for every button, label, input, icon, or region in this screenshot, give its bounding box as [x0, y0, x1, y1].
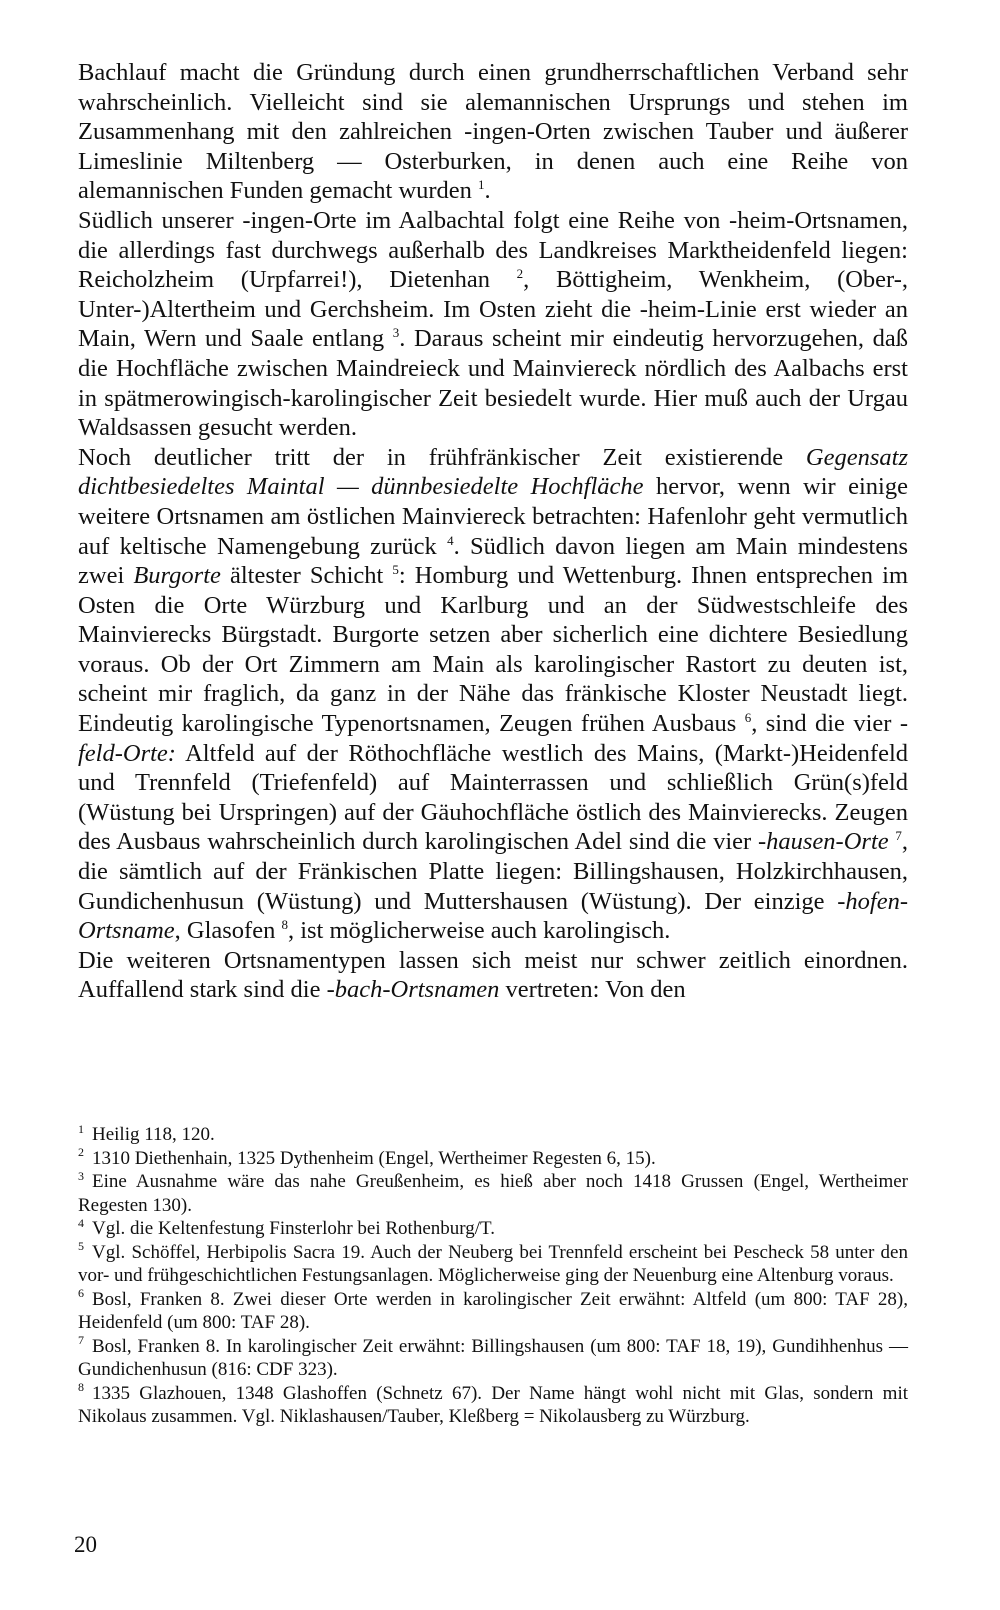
text-run: . — [484, 177, 491, 205]
paragraph-4 — [78, 946, 908, 1005]
footnote-text: Bosl, Franken 8. Zwei dieser Orte werden in karolingischer Zeit erwähnt: Altfeld (um 800: TAF 28), Heidenfeld (um 800: TAF 28). — [78, 1288, 908, 1333]
footnote-marker: 7 — [78, 1333, 84, 1348]
footnote-8 — [78, 1382, 908, 1429]
footnote-ref: 7 — [895, 828, 902, 844]
italic-term: -feld-Orte: — [78, 710, 908, 767]
footnote-marker: 3 — [78, 1168, 84, 1183]
italic-term: Burgorte — [133, 562, 221, 590]
paragraph-3 — [78, 443, 908, 946]
italic-term: Gegensatz dichtbesiedeltes Maintal — dünnbesiedelte Hochfläche — [78, 443, 908, 501]
text-run: Die weiteren Ortsnamentypen lassen sich meist nur schwer zeitlich einordnen. Auffallend stark sind die — [78, 946, 908, 1004]
text-run: . Daraus scheint mir eindeutig hervorzugehen, daß die Hochfläche zwischen Maindreieck und Mainviereck nördlich des Aalbachs erst in spätmerowingisch-karolingischer Zeit besiedelt wurde. Hier muß auch der Urgau Waldsassen gesucht werden. — [78, 325, 908, 442]
footnote-4 — [78, 1217, 908, 1241]
italic-term: -hofen-Ortsname — [78, 887, 908, 945]
footnote-ref: 5 — [392, 561, 399, 577]
footnote-marker: 6 — [78, 1286, 84, 1301]
paragraph-1 — [78, 58, 908, 206]
main-text — [78, 58, 908, 1005]
footnote-ref: 3 — [392, 325, 400, 341]
text-run: ältester Schicht — [220, 562, 393, 590]
footnote-marker: 2 — [78, 1145, 84, 1160]
footnote-text: 1310 Diethenhain, 1325 Dythenheim (Engel, Wertheimer Regesten 6, 15). — [92, 1147, 656, 1169]
footnote-text: Vgl. die Keltenfestung Finsterlohr bei Rothenburg/T. — [92, 1218, 495, 1239]
footnote-ref: 4 — [447, 532, 454, 548]
footnote-marker: 5 — [78, 1239, 84, 1254]
footnote-ref: 6 — [744, 709, 752, 725]
footnote-marker: 1 — [78, 1121, 84, 1136]
footnote-5 — [78, 1241, 908, 1288]
footnote-6 — [78, 1288, 908, 1335]
paragraph-2 — [78, 206, 908, 443]
text-run: Noch deutlicher tritt der in frühfränkischer Zeit existierende — [78, 443, 806, 471]
text-run: Altfeld auf der Röthochfläche westlich des Mains, (Markt-)Heidenfeld und Trennfeld (Triefenfeld) auf Mainterrassen und schließlich Grün(s)feld (Wüstung bei Urspringen) auf der Gäuhochfläche östlich des Mainvierecks. Zeugen des Ausbaus wahrscheinlich durch karolingischen Adel sind die vier — [78, 739, 908, 856]
footnote-text: Eine Ausnahme wäre das nahe Greußenheim, es hieß aber noch 1418 Grussen (Engel, Wertheimer Regesten 130). — [78, 1171, 908, 1216]
footnote-text: 1335 Glazhouen, 1348 Glashoffen (Schnetz 67). Der Name hängt wohl nicht mit Glas, sondern mit Nikolaus zusammen. Vgl. Niklashausen/Tauber, Kleßberg = Nikolausberg zu Würzburg. — [78, 1382, 908, 1427]
footnote-text: Bosl, Franken 8. In karolingischer Zeit erwähnt: Billingshausen (um 800: TAF 18, 19), Gundihhenhus — Gundichenhusun (816: CDF 323). — [78, 1335, 908, 1380]
page-number: 20 — [74, 1532, 97, 1557]
italic-term: -hausen-Orte — [757, 828, 889, 856]
footnote-marker: 4 — [78, 1215, 84, 1230]
footnote-3 — [78, 1170, 908, 1217]
footnote-marker: 8 — [78, 1380, 84, 1395]
footnote-1 — [78, 1123, 908, 1147]
text-run: , Böttigheim, Wenkheim, (Ober-, Unter-)Altertheim und Gerchsheim. Im Osten zieht die -heim-Linie erst wieder an Main, Wern und Saale entlang — [78, 266, 908, 353]
footnote-text: Vgl. Schöffel, Herbipolis Sacra 19. Auch der Neuberg bei Trennfeld erscheint bei Pescheck 58 unter den vor- und frühgeschichtlichen Festungsanlagen. Möglicherweise ging der Neuenburg eine Altenburg voraus. — [78, 1241, 908, 1286]
text-run: Südlich unserer -ingen-Orte im Aalbachtal folgt eine Reihe von -heim-Ortsnamen, die allerdings fast durchwegs außerhalb des Landkreises Marktheidenfeld liegen: Reicholzheim (Urpfarrei!), Dietenhan — [78, 206, 908, 294]
italic-term: -bach-Ortsnamen — [326, 976, 500, 1004]
footnote-ref: 1 — [478, 177, 485, 193]
text-run: , sind die vier — [751, 710, 900, 738]
footnote-ref: 2 — [516, 266, 524, 281]
footnote-7 — [78, 1335, 908, 1382]
text-run: , ist möglicherweise auch karolingisch. — [287, 917, 671, 945]
footnote-ref: 8 — [281, 917, 288, 933]
text-run: , die sämtlich auf der Fränkischen Platte liegen: Billingshausen, Holzkirchhausen, Gundichenhusun (Wüstung) und Muttershausen (Wüstung). Der einzige — [78, 828, 909, 915]
footnote-text: Heilig 118, 120. — [92, 1124, 215, 1145]
footnote-2 — [78, 1147, 908, 1171]
text-run: vertreten: Von den — [499, 976, 686, 1004]
text-run: , Glasofen — [174, 917, 282, 945]
text-run: : Homburg und Wettenburg. Ihnen entsprechen im Osten die Orte Würzburg und Karlburg und an der Südwestschleife des Mainvierecks Bürgstadt. Burgorte setzen aber sicherlich eine dichtere Besiedlung voraus. Ob der Ort Zimmern am Main als karolingischer Rastort zu deuten ist, scheint mir fraglich, da ganz in der Nähe das fränkische Kloster Neustadt liegt. Eindeutig karolingische Typenortsnamen, Zeugen frühen Ausbaus — [78, 562, 908, 738]
text-run: hervor, wenn wir einige weitere Ortsnamen am östlichen Mainviereck betrachten: Hafenlohr geht vermutlich auf keltische Namengebung zurück — [78, 473, 908, 560]
footnotes — [78, 1123, 908, 1429]
text-run: Bachlauf macht die Gründung durch einen grundherrschaftlichen Verband sehr wahrscheinlich. Vielleicht sind sie alemannischen Ursprungs und stehen im Zusammenhang mit den zahlreichen -ingen-Orten zwischen Tauber und äußerer Limeslinie Miltenberg — Osterburken, in denen auch eine Reihe von alemannischen Funden gemacht wurden — [78, 59, 908, 205]
text-run: . Südlich davon liegen am Main mindestens zwei — [78, 532, 908, 590]
